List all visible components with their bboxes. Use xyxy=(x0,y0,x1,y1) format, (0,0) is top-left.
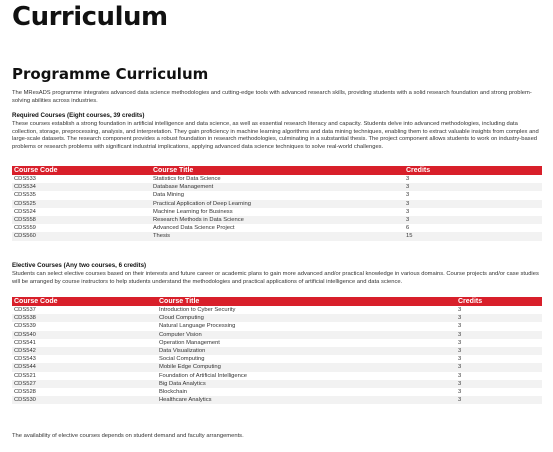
elective-courses-table-wrap xyxy=(12,297,542,404)
course-code-cell: CDS559 xyxy=(14,225,36,232)
course-code-cell: CDS543 xyxy=(14,356,36,363)
programme-title: Programme Curriculum xyxy=(12,65,209,83)
required-courses-heading: Required Courses (Eight courses, 39 credits) xyxy=(12,112,145,119)
required-courses-section xyxy=(12,112,542,151)
course-title-cell: Mobile Edge Computing xyxy=(157,363,456,371)
credits-cell: 3 xyxy=(458,307,462,313)
course-code-cell: CDS535 xyxy=(14,192,36,199)
course-title-cell: Advanced Data Science Project xyxy=(153,225,235,232)
elective-courses-description: Students can select elective courses based on their interests and future career or academic plans to gain more advanced and/or practical knowledge in various domains. Course projects and/or case studies will be arranged by course instructors to help students understand the methodologies and practical applications of artificial intelligence and data science. xyxy=(12,271,539,285)
table-row xyxy=(12,396,542,404)
course-code-cell: CDS542 xyxy=(12,347,157,355)
elective-courses-heading: Elective Courses (Any two courses, 6 credits) xyxy=(12,262,147,269)
column-header-title: Course Title xyxy=(157,297,456,306)
credits-cell: 6 xyxy=(406,225,410,232)
course-title-cell: Cloud Computing xyxy=(157,314,456,322)
credits-cell: 15 xyxy=(404,232,542,240)
course-code-cell: CDS558 xyxy=(12,216,151,224)
credits-cell: 3 xyxy=(406,176,410,182)
table-row xyxy=(12,363,542,371)
table-row xyxy=(12,216,542,224)
course-code-cell: CDS539 xyxy=(14,323,36,330)
course-title-cell: Thesis xyxy=(151,232,404,240)
table-row xyxy=(12,331,542,339)
table-row xyxy=(12,208,542,216)
credits-cell: 3 xyxy=(458,339,462,346)
column-header-code: Course Code xyxy=(12,297,157,306)
course-code-cell: CDS538 xyxy=(12,314,157,322)
course-code-cell: CDS540 xyxy=(12,331,157,339)
page-title: Curriculum xyxy=(12,2,168,32)
credits-cell: 3 xyxy=(458,389,462,396)
course-code-cell: CDS534 xyxy=(12,183,151,191)
course-code-cell: CDS533 xyxy=(14,176,36,182)
elective-courses-table xyxy=(12,297,542,404)
footer-note-wrap xyxy=(12,433,244,441)
course-title-cell: Healthcare Analytics xyxy=(157,396,456,404)
credits-cell: 3 xyxy=(456,396,542,404)
course-code-cell: CDS527 xyxy=(12,380,157,388)
table-row xyxy=(12,314,542,322)
course-code-cell: CDS528 xyxy=(14,389,36,396)
table-header-row xyxy=(12,166,542,175)
course-code-cell: CDS530 xyxy=(12,396,157,404)
course-title-cell: Big Data Analytics xyxy=(157,380,456,388)
table-header-row xyxy=(12,297,542,306)
column-header-credits: Credits xyxy=(456,297,542,306)
required-courses-body xyxy=(12,175,542,241)
course-title-cell: Data Mining xyxy=(153,192,184,199)
table-row xyxy=(12,355,542,363)
table-row xyxy=(12,232,542,240)
table-row xyxy=(12,388,542,396)
table-row xyxy=(12,191,542,199)
course-code-cell: CDS560 xyxy=(12,232,151,240)
intro-paragraph: The MResADS programme integrates advanced data science methodologies and cutting-edge tools with advanced research skills, providing students with a solid research foundation and strong problem-solving abilities across industries. xyxy=(12,90,532,104)
course-code-cell: CDS525 xyxy=(12,200,151,208)
elective-courses-body xyxy=(12,306,542,404)
course-title-cell: Research Methods in Data Science xyxy=(151,216,404,224)
course-title-cell: Foundation of Artificial Intelligence xyxy=(159,372,247,379)
course-title-cell: Social Computing xyxy=(159,356,205,363)
footer-note: The availability of elective courses depends on student demand and faculty arrangements. xyxy=(12,433,244,439)
table-row xyxy=(12,183,542,191)
course-title-cell: Practical Application of Deep Learning xyxy=(151,200,404,208)
course-title-cell: Data Visualization xyxy=(157,347,456,355)
course-code-cell: CDS521 xyxy=(14,372,36,379)
course-code-cell: CDS537 xyxy=(14,307,36,313)
credits-cell: 3 xyxy=(458,372,462,379)
table-row xyxy=(12,339,542,347)
course-title-cell: Natural Language Processing xyxy=(159,323,236,330)
course-title-cell: Computer Vision xyxy=(157,331,456,339)
credits-cell: 3 xyxy=(406,192,410,199)
column-header-code: Course Code xyxy=(12,166,151,175)
credits-cell: 3 xyxy=(406,208,410,215)
credits-cell: 3 xyxy=(458,356,462,363)
credits-cell: 3 xyxy=(456,331,542,339)
table-row xyxy=(12,347,542,355)
column-header-title: Course Title xyxy=(151,166,404,175)
credits-cell: 3 xyxy=(456,380,542,388)
course-code-cell: CDS544 xyxy=(12,363,157,371)
table-row xyxy=(12,322,542,330)
credits-cell: 3 xyxy=(404,200,542,208)
table-row xyxy=(12,200,542,208)
table-row xyxy=(12,372,542,380)
course-code-cell: CDS541 xyxy=(14,339,36,346)
required-courses-table xyxy=(12,166,542,241)
required-courses-description: These courses establish a strong foundation in artificial intelligence and data science, as well as essential research literacy and capacity. Students delve into advanced methodologies, including data collection, storage, preprocessing, analysis, and interpretation. They gain proficiency in machine learning algorithms and data mining techniques, enabling them to extract valuable insights from complex and large-scale datasets. The research component provides a robust foundation in research methodologies, culminating in a substantial thesis. The project component allows students to work on industry-based problems or research problems with significant industrial implications, applying advanced data science techniques to solve real-world challenges. xyxy=(12,121,539,150)
course-title-cell: Statistics for Data Science xyxy=(153,176,221,182)
table-row xyxy=(12,175,542,183)
course-code-cell: CDS524 xyxy=(14,208,36,215)
table-row xyxy=(12,380,542,388)
credits-cell: 3 xyxy=(456,314,542,322)
credits-cell: 3 xyxy=(456,363,542,371)
table-row xyxy=(12,306,542,314)
page-content xyxy=(12,0,542,439)
elective-courses-section xyxy=(12,262,542,286)
course-title-cell: Blockchain xyxy=(159,389,188,396)
table-row xyxy=(12,224,542,232)
credits-cell: 3 xyxy=(456,347,542,355)
required-courses-table-wrap xyxy=(12,166,542,241)
column-header-credits: Credits xyxy=(404,166,542,175)
credits-cell: 3 xyxy=(458,323,462,330)
credits-cell: 3 xyxy=(404,183,542,191)
course-title-cell: Operation Management xyxy=(159,339,220,346)
credits-cell: 3 xyxy=(404,216,542,224)
course-title-cell: Introduction to Cyber Security xyxy=(159,307,236,313)
course-title-cell: Machine Learning for Business xyxy=(153,208,233,215)
course-title-cell: Database Management xyxy=(151,183,404,191)
